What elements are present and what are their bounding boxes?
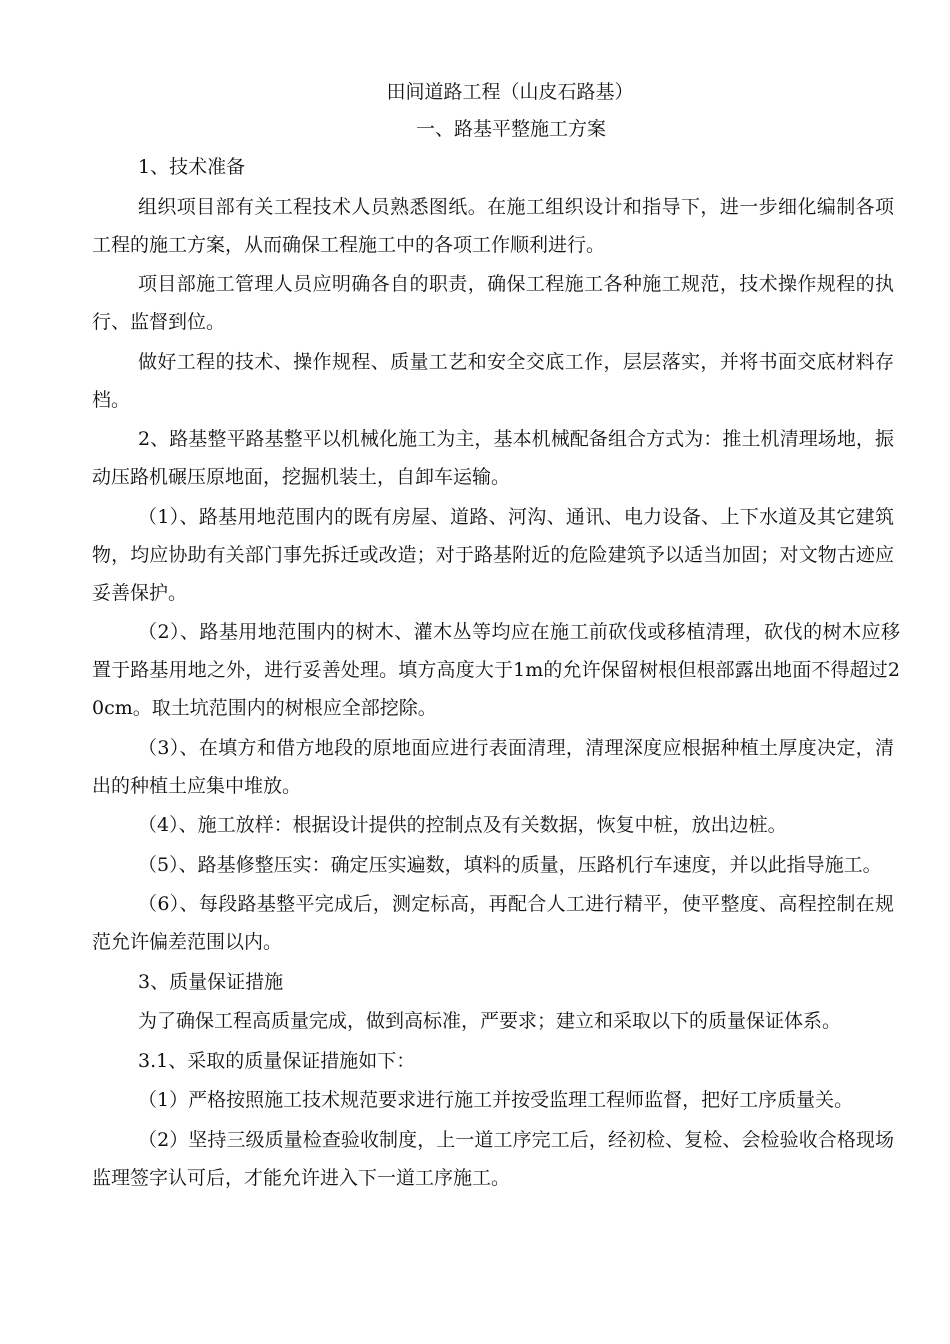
paragraph-item-2: （2）、路基用地范围内的树木、灌木丛等均应在施工前砍伐或移植清理，砍伐的树木应移置于路基用地之外，进行妥善处理。填方高度大于1m的允许保留树根但根部露出地面不得超过20cm。取土坑范围内的树根应全部挖除。: [92, 621, 900, 719]
paragraph: 项目部施工管理人员应明确各自的职责，确保工程施工各种施工规范，技术操作规程的执行、监督到位。: [92, 273, 894, 333]
paragraph-technical-preparation-heading: 1、技术准备: [138, 156, 246, 178]
paragraph: 组织项目部有关工程技术人员熟悉图纸。在施工组织设计和指导下，进一步细化编制各项工程的施工方案，从而确保工程施工中的各项工作顺利进行。: [92, 195, 894, 256]
paragraph-item-4: （4）、施工放样：根据设计提供的控制点及有关数据，恢复中桩，放出边桩。: [138, 814, 787, 836]
paragraph-measure-2: （2）坚持三级质量检查验收制度，上一道工序完工后，经初检、复检、会检验收合格现场监理签字认可后，才能允许进入下一道工序施工。: [92, 1128, 894, 1189]
paragraph-item-5: （5）、路基修整压实：确定压实遍数，填料的质量，压路机行车速度，并以此指导施工。: [138, 853, 882, 876]
paragraph: 为了确保工程高质量完成，做到高标准，严要求；建立和采取以下的质量保证体系。: [138, 1010, 842, 1032]
paragraph: 2、路基整平路基整平以机械化施工为主，基本机械配备组合方式为：推土机清理场地，振动压路机碾压原地面，挖掘机装土，自卸车运输。: [92, 428, 894, 488]
paragraph-item-1: （1）、路基用地范围内的既有房屋、道路、河沟、通讯、电力设备、上下水道及其它建筑物，均应协助有关部门事先拆迁或改造；对于路基附近的危险建筑予以适当加固；对文物古迹应妥善保护。: [92, 505, 894, 604]
document-title: 田间道路工程（山皮石路基）: [386, 81, 634, 103]
section-title: 一、路基平整施工方案: [415, 118, 606, 140]
paragraph: 做好工程的技术、操作规程、质量工艺和安全交底工作，层层落实，并将书面交底材料存档。: [92, 350, 894, 411]
paragraph-quality-heading: 3、质量保证措施: [138, 970, 284, 993]
paragraph-item-3: （3）、在填方和借方地段的原地面应进行表面清理，清理深度应根据种植土厚度决定，清出的种植土应集中堆放。: [92, 736, 894, 797]
paragraph-measure-1: （1）严格按照施工技术规范要求进行施工并按受监理工程师监督，把好工序质量关。: [138, 1089, 854, 1111]
paragraph-quality-subheading: 3.1、采取的质量保证措施如下：: [138, 1049, 416, 1072]
paragraph-item-6: （6）、每段路基整平完成后，测定标高，再配合人工进行精平，使平整度、高程控制在规范允许偏差范围以内。: [92, 893, 894, 953]
